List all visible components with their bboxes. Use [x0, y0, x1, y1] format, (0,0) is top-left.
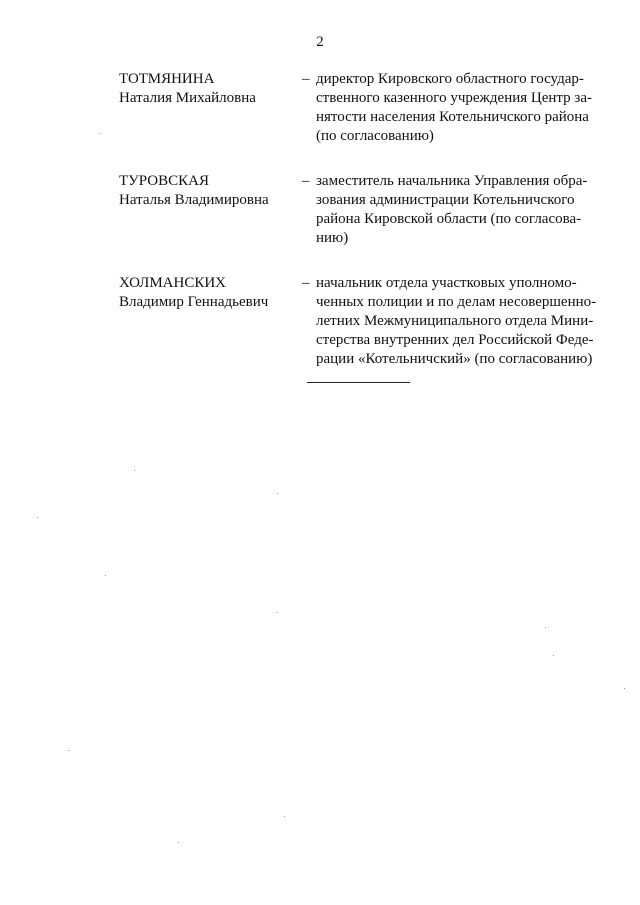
separator-dash: –	[302, 173, 310, 189]
scan-speck	[277, 493, 278, 494]
member-list	[119, 70, 603, 395]
position-line: района Кировской области (по согласова-	[316, 211, 582, 227]
scan-speck	[553, 655, 554, 656]
member-name	[119, 274, 302, 369]
end-of-list-rule	[307, 382, 410, 383]
scan-speck	[545, 627, 546, 628]
position-line: летних Межмуниципального отдела Мини-	[316, 313, 594, 329]
position-line: ченных полиции и по делам несовершенно-	[316, 294, 597, 310]
member-name	[119, 172, 302, 248]
member-surname: ХОЛМАНСКИХ	[119, 275, 227, 291]
position-line: рации «Котельничский» (по согласованию)	[316, 351, 593, 367]
member-position	[316, 274, 603, 369]
scan-speck	[37, 517, 38, 518]
separator-dash: –	[302, 275, 310, 291]
scan-speck	[100, 133, 101, 134]
position-line: нию)	[316, 230, 349, 246]
position-line: ственного казенного учреждения Центр за-	[316, 90, 592, 106]
member-given-names: Наталия Михайловна	[119, 90, 256, 106]
position-line: зования администрации Котельничского	[316, 192, 575, 208]
scan-speck	[105, 575, 106, 576]
member-entry-kholmanskikh	[119, 274, 603, 369]
scan-speck	[178, 842, 179, 843]
member-given-names: Владимир Геннадьевич	[119, 294, 269, 310]
position-line: нятости населения Котельничского района	[316, 109, 589, 125]
position-line: заместитель начальника Управления обра-	[316, 173, 588, 189]
member-surname: ТОТМЯНИНА	[119, 71, 215, 87]
member-position	[316, 172, 603, 248]
position-line: начальник отдела участковых уполномо-	[316, 275, 577, 291]
separator-dash: –	[302, 71, 310, 87]
member-name	[119, 70, 302, 146]
member-surname: ТУРОВСКАЯ	[119, 173, 209, 189]
scan-speck	[284, 816, 285, 817]
scan-speck	[277, 612, 278, 613]
position-line: (по согласованию)	[316, 128, 434, 144]
scan-speck	[68, 750, 69, 751]
member-entry-turovskaya	[119, 172, 603, 248]
scan-speck	[134, 470, 135, 471]
member-position	[316, 70, 603, 146]
scan-speck	[624, 688, 625, 689]
position-line: стерства внутренних дел Российской Феде-	[316, 332, 594, 348]
member-entry-totmyanina	[119, 70, 603, 146]
position-line: директор Кировского областного государ-	[316, 71, 584, 87]
page-number: 2	[316, 34, 324, 50]
member-given-names: Наталья Владимировна	[119, 192, 269, 208]
